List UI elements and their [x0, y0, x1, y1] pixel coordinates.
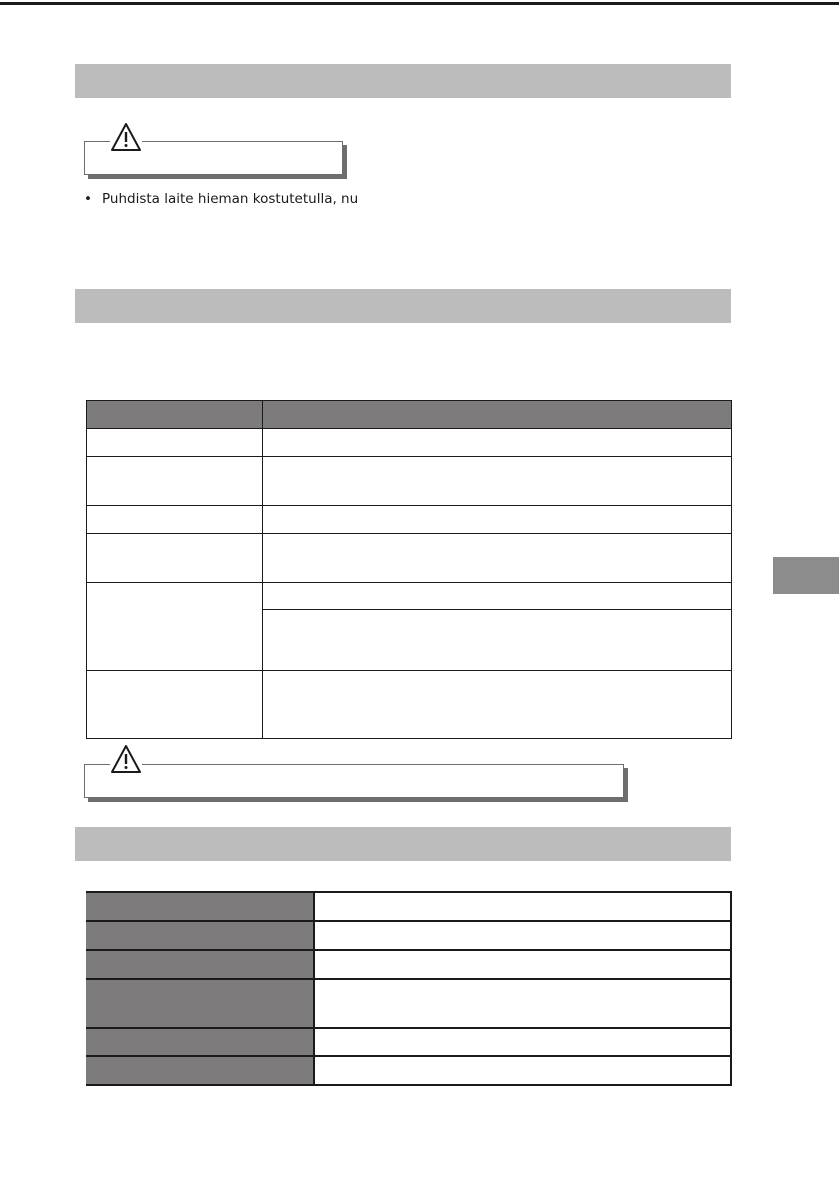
spec-value — [314, 950, 731, 979]
warning-triangle-icon — [110, 122, 142, 152]
spec-value — [314, 1056, 731, 1085]
table-row — [87, 534, 732, 583]
symptom-cell — [87, 671, 263, 739]
table-row — [86, 921, 731, 950]
section-header-troubleshooting — [75, 289, 731, 323]
spec-label — [86, 1056, 314, 1085]
solution-cell — [263, 671, 732, 739]
table-row — [86, 950, 731, 979]
symptom-cell — [87, 429, 263, 457]
symptom-cell — [87, 534, 263, 583]
solution-cell — [263, 457, 732, 506]
solution-cell — [263, 506, 732, 534]
spec-value — [314, 1028, 731, 1056]
solution-cell — [263, 429, 732, 457]
table-row — [86, 979, 731, 1028]
table-row — [87, 583, 732, 610]
spec-label — [86, 950, 314, 979]
solution-cell — [263, 583, 732, 610]
symptom-cell — [87, 583, 263, 671]
solution-cell — [263, 534, 732, 583]
table-row — [86, 892, 731, 921]
table-row — [86, 1056, 731, 1085]
symptom-cell — [87, 506, 263, 534]
spec-label — [86, 1028, 314, 1056]
bullet-mark: • — [84, 191, 92, 207]
top-rule — [0, 2, 839, 5]
spec-value — [314, 921, 731, 950]
troubleshooting-table — [86, 400, 732, 739]
section-header-specifications — [75, 827, 731, 861]
cleaning-instruction — [84, 190, 358, 208]
table-row — [87, 457, 732, 506]
specifications-table — [86, 891, 732, 1086]
table-row — [87, 506, 732, 534]
language-side-tab — [773, 557, 839, 594]
header-solution — [263, 401, 732, 429]
spec-value — [314, 892, 731, 921]
symptom-cell — [87, 457, 263, 506]
table-row — [87, 671, 732, 739]
cleaning-instruction-text: Puhdista laite hieman kostutetulla, nu — [102, 191, 359, 207]
spec-label — [86, 979, 314, 1028]
table-row — [86, 1028, 731, 1056]
warning-triangle-icon — [110, 744, 142, 774]
spec-label — [86, 892, 314, 921]
solution-cell — [263, 610, 732, 671]
spec-value — [314, 979, 731, 1028]
section-header-cleaning — [75, 64, 731, 98]
header-symptom — [87, 401, 263, 429]
table-header-row — [87, 401, 732, 429]
warning-box-troubleshooting — [84, 764, 624, 798]
spec-label — [86, 921, 314, 950]
table-row — [87, 429, 732, 457]
